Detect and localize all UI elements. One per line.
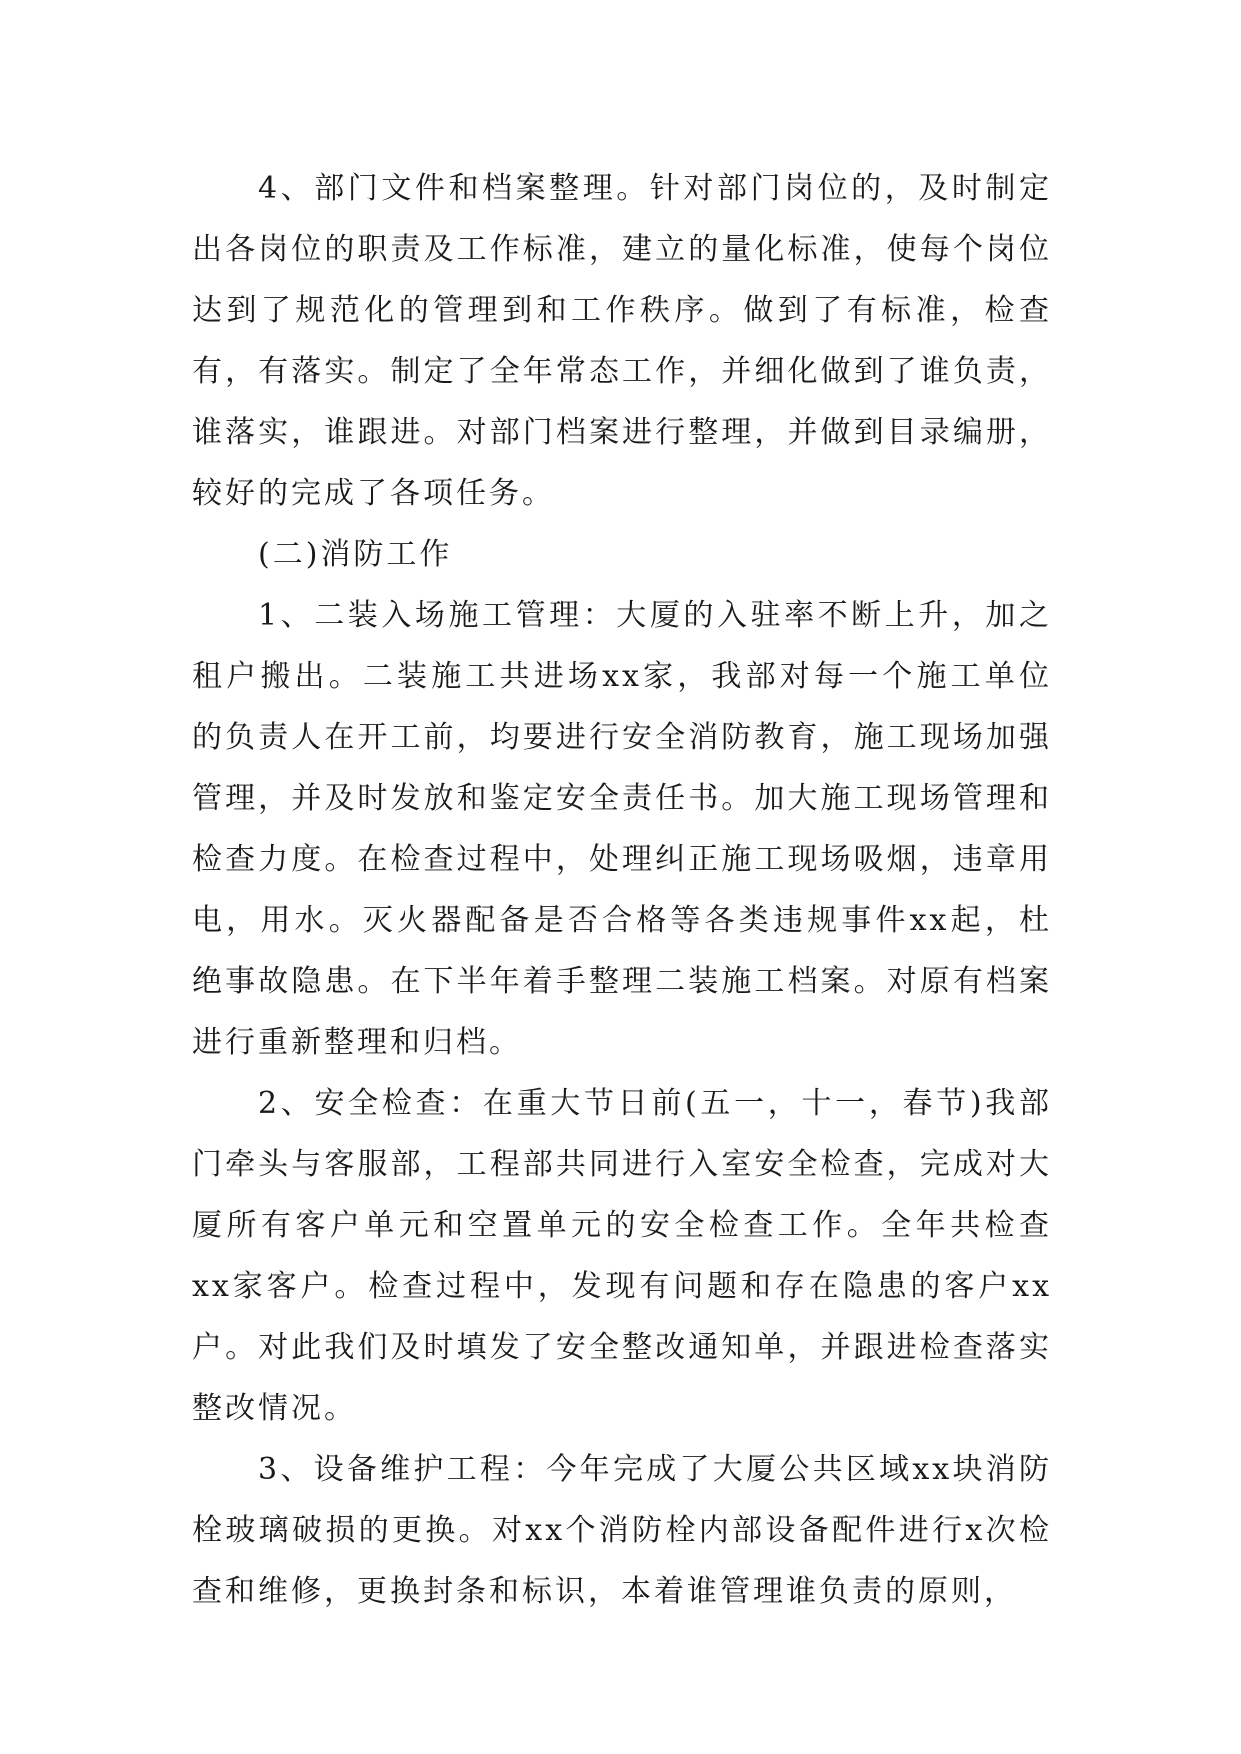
paragraph-safety-inspection: 2、安全检查：在重大节日前(五一，十一，春节)我部门牵头与客服部，工程部共同进行入室安全检查，完成对大厦所有客户单元和空置单元的安全检查工作。全年共检查xx家客户。检查过程中，发现有问题和存在隐患的客户xx户。对此我们及时填发了安全整改通知单，并跟进检查落实整改情况。 xyxy=(192,1086,1052,1426)
document-body xyxy=(192,158,1052,1622)
section-heading-fire-safety: (二)消防工作 xyxy=(258,537,453,572)
paragraph-equipment-maintenance: 3、设备维护工程：今年完成了大厦公共区域xx块消防栓玻璃破损的更换。对xx个消防栓内部设备配件进行x次检查和维修，更换封条和标识，本着谁管理谁负责的原则， xyxy=(192,1452,1052,1609)
paragraph-construction-management: 1、二装入场施工管理：大厦的入驻率不断上升，加之租户搬出。二装施工共进场xx家，我部对每一个施工单位的负责人在开工前，均要进行安全消防教育，施工现场加强管理，并及时发放和鉴定安全责任书。加大施工现场管理和检查力度。在检查过程中，处理纠正施工现场吸烟，违章用电，用水。灭火器配备是否合格等各类违规事件xx起，杜绝事故隐患。在下半年着手整理二装施工档案。对原有档案进行重新整理和归档。 xyxy=(192,598,1052,1060)
paragraph-department-files: 4、部门文件和档案整理。针对部门岗位的，及时制定出各岗位的职责及工作标准，建立的量化标准，使每个岗位达到了规范化的管理到和工作秩序。做到了有标准，检查有，有落实。制定了全年常态工作，并细化做到了谁负责，谁落实，谁跟进。对部门档案进行整理，并做到目录编册，较好的完成了各项任务。 xyxy=(192,171,1052,511)
